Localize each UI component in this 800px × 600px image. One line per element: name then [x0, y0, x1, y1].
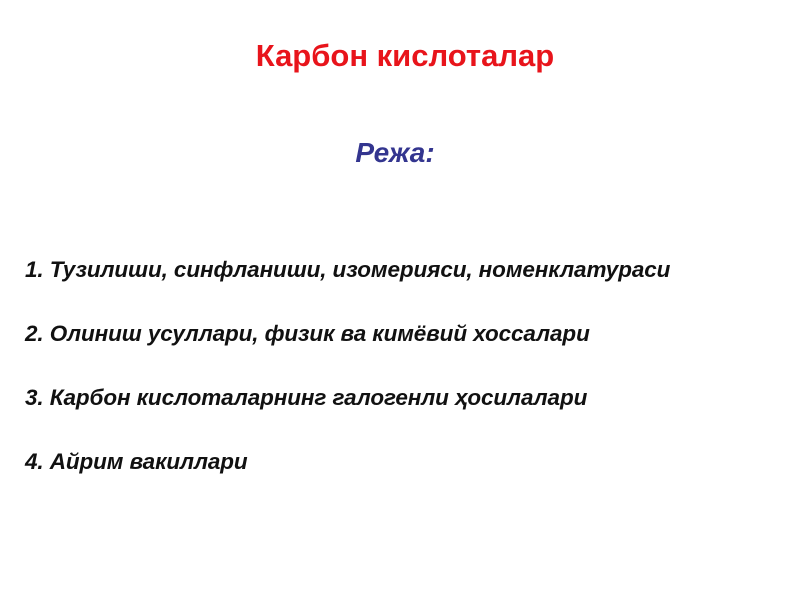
- plan-heading: Режа:: [355, 137, 435, 168]
- slide-title: Карбон кислоталар: [255, 38, 555, 73]
- plan-list: [25, 254, 800, 510]
- plan-item-3: 3. Карбон кислоталарнинг галогенли ҳосилалари: [25, 385, 588, 410]
- plan-item-1: 1. Тузилиши, синфланиши, изомерияси, номенклатураси: [25, 257, 671, 282]
- plan-item-2: 2. Олиниш усуллари, физик ва кимёвий хоссалари: [25, 321, 590, 346]
- plan-item-4: 4. Айрим вакиллари: [25, 449, 248, 474]
